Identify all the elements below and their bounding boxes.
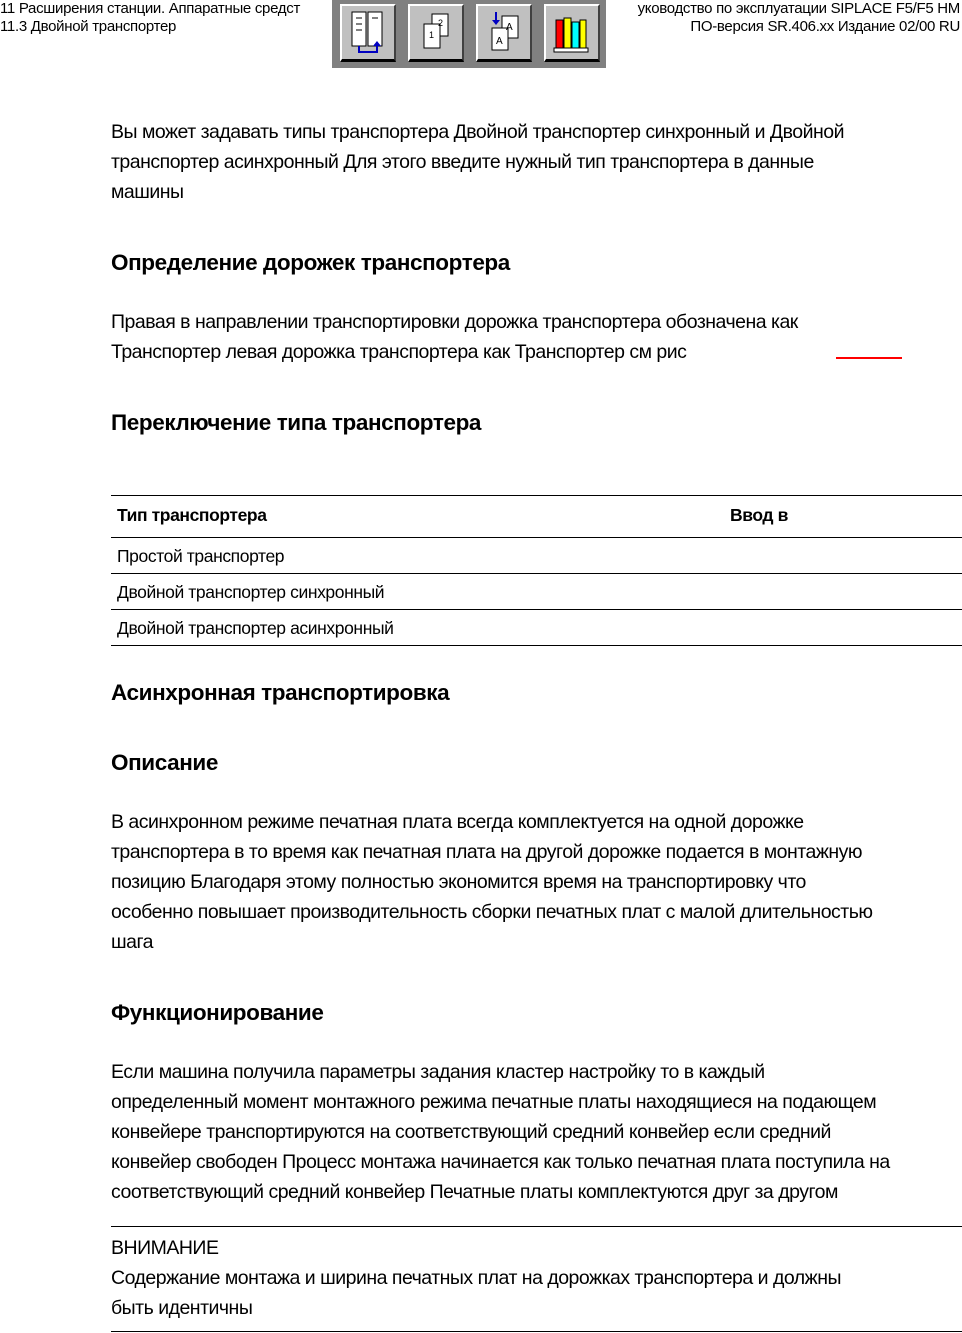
section-heading: Описание bbox=[111, 750, 218, 775]
back-button[interactable] bbox=[476, 4, 532, 62]
paragraph-line: В асинхронном режиме печатная плата всегда комплектуется на одной дорожке bbox=[111, 811, 804, 833]
section-heading: Переключение типа транспортера bbox=[111, 410, 482, 435]
paragraph-line: Правая в направлении транспортировки дорожка транспортера обозначена как bbox=[111, 311, 798, 333]
page-icon bbox=[416, 10, 456, 56]
contents-button[interactable] bbox=[340, 4, 396, 62]
library-icon bbox=[552, 10, 592, 56]
svg-text:A: A bbox=[506, 22, 513, 33]
table-row: Простой транспортер bbox=[117, 546, 285, 566]
navigation-toolbar bbox=[332, 0, 606, 68]
intro-line: транспортер асинхронный Для этого введите нужный тип транспортера в данные bbox=[111, 151, 814, 173]
section-heading: Асинхронная транспортировка bbox=[111, 680, 450, 705]
intro-line: Вы может задавать типы транспортера Двойной транспортер синхронный и Двойной bbox=[111, 121, 844, 143]
paragraph-line: транспортера в то время как печатная плата на другой дорожке подается в монтажную bbox=[111, 841, 863, 863]
paragraph-line: особенно повышает производительность сборки печатных плат с малой длительностью bbox=[111, 901, 873, 923]
attention-line: быть идентичны bbox=[111, 1297, 253, 1319]
attention-title: ВНИМАНИЕ bbox=[111, 1237, 219, 1259]
section-header: 11.3 Двойной транспортер bbox=[0, 18, 177, 35]
page-button[interactable] bbox=[408, 4, 464, 62]
library-button[interactable] bbox=[544, 4, 600, 62]
paragraph-line: позицию Благодаря этому полностью экономится время на транспортировку что bbox=[111, 871, 806, 893]
svg-text:1: 1 bbox=[429, 30, 435, 40]
svg-text:A: A bbox=[496, 36, 503, 47]
table-row: Двойной транспортер синхронный bbox=[117, 582, 385, 602]
section-heading: Функционирование bbox=[111, 1000, 324, 1025]
table-row: Двойной транспортер асинхронный bbox=[117, 618, 394, 638]
back-icon bbox=[484, 10, 524, 56]
paragraph-line: определенный момент монтажного режима печатные платы находящиеся на подающем bbox=[111, 1091, 877, 1113]
attention-line: Содержание монтажа и ширина печатных плат на дорожках транспортера и должны bbox=[111, 1267, 841, 1289]
figure-link[interactable] bbox=[836, 357, 902, 359]
chapter-header: 11 Расширения станции. Аппаратные средст bbox=[0, 0, 301, 17]
table-header: Тип транспортера bbox=[117, 505, 267, 525]
paragraph-line: конвейер свободен Процесс монтажа начинается как только печатная плата поступила на bbox=[111, 1151, 890, 1173]
paragraph-line: соответствующий средний конвейер Печатные платы комплектуются друг за другом bbox=[111, 1181, 838, 1203]
svg-text:2: 2 bbox=[438, 18, 444, 28]
paragraph-line: конвейере транспортируются на соответствующий средний конвейер если средний bbox=[111, 1121, 831, 1143]
paragraph-line: шага bbox=[111, 931, 154, 953]
manual-header: уководство по эксплуатации SIPLACE F5/F5 HM bbox=[637, 0, 960, 17]
table-header: Ввод в bbox=[730, 505, 788, 525]
intro-line: машины bbox=[111, 181, 184, 203]
paragraph-line: Транспортер левая дорожка транспортера как Транспортер см рис bbox=[111, 341, 687, 363]
version-header: ПО-версия SR.406.xx Издание 02/00 RU bbox=[690, 18, 960, 35]
section-heading: Определение дорожек транспортера bbox=[111, 250, 510, 275]
paragraph-line: Если машина получила параметры задания кластер настройку то в каждый bbox=[111, 1061, 765, 1083]
contents-icon bbox=[348, 10, 388, 56]
